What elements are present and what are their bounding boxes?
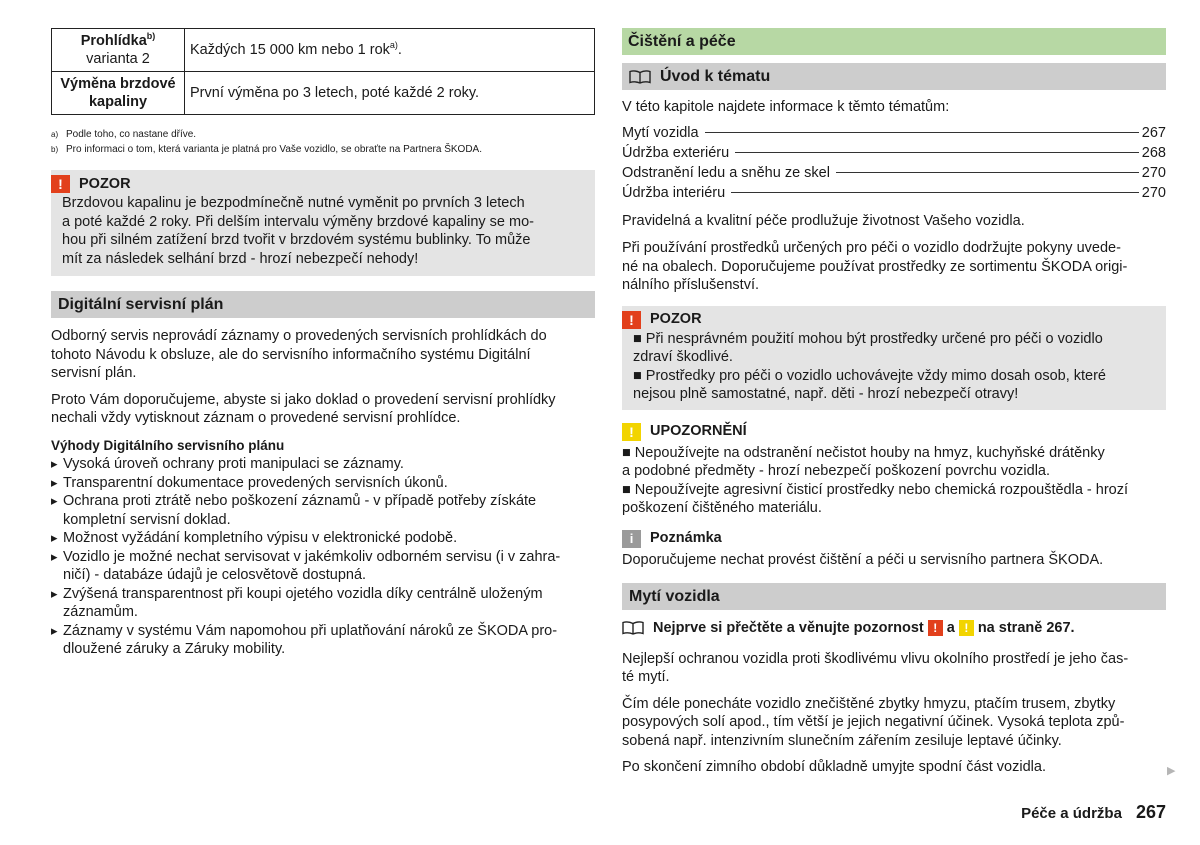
text-line: a podobné předměty - hrozí nebezpečí poškození povrchu vozidla. xyxy=(622,463,1051,479)
reference-text: Nejprve si přečtěte a věnujte pozornost xyxy=(653,620,924,636)
topic-index xyxy=(622,124,1166,204)
toc-entry[interactable] xyxy=(622,144,1166,164)
toc-leader xyxy=(735,152,1139,153)
warning-icon: ! xyxy=(51,175,70,193)
text-line: dloužené záruky a Záruky mobility. xyxy=(63,641,286,657)
table-key-line2: varianta 2 xyxy=(86,51,150,67)
toc-page: 267 xyxy=(1141,124,1166,141)
text-line: nejsou plně samostatné, např. děti - hrozí nebezpečí otravy! xyxy=(633,386,1019,402)
text-line: ▸ Ochrana proti ztrátě nebo poškození záznamů - v případě potřeby získáte xyxy=(63,493,537,509)
paragraph xyxy=(51,391,595,428)
text-line: kompletní servisní doklad. xyxy=(63,511,231,528)
list-item xyxy=(51,585,595,622)
caution-block xyxy=(622,422,1166,518)
benefits-list xyxy=(51,455,595,659)
footnotes xyxy=(51,127,595,157)
footnote-mark: b) xyxy=(51,145,59,154)
table-key: Výměna brzdové kapaliny xyxy=(60,76,176,110)
warning-text: hou při silném zatížení brzd tvořit v brzdovém systému bublinky. To může xyxy=(62,232,531,248)
caution-icon: ! xyxy=(622,423,641,441)
text-line: tohoto Návodu k obsluze, ale do servisního informačního systému Digitální xyxy=(51,346,531,363)
warning-header xyxy=(51,174,584,194)
text-line: servisní plán. xyxy=(51,365,137,381)
toc-entry[interactable] xyxy=(622,124,1166,144)
page-number: 267 xyxy=(1135,802,1166,822)
list-item xyxy=(51,548,595,585)
table-key: Prohlídka xyxy=(80,33,147,49)
text-line: ■ Při nesprávném použití mohou být prostředky určené pro péči o vozidlo xyxy=(633,330,1103,347)
text-line: nálního příslušenství. xyxy=(622,277,760,293)
toc-page: 270 xyxy=(1141,164,1166,181)
text-line: Odborný servis neprovádí záznamy o provedených servisních prohlídkách do xyxy=(51,328,547,344)
intro-text: V této kapitole najdete informace k těmto tématům: xyxy=(622,99,950,115)
table-value: Každých 15 000 km nebo 1 rok xyxy=(190,41,390,58)
warning-text: a poté každé 2 roky. Při delším intervalu výměny brzdové kapaliny se mo- xyxy=(62,213,534,230)
text-line: Proto Vám doporučujeme, abyste si jako doklad o provedení servisní prohlídky xyxy=(51,391,556,408)
table-key-cell xyxy=(52,72,185,115)
section-title: Úvod k tématu xyxy=(660,68,771,85)
toc-entry[interactable] xyxy=(622,184,1166,204)
right-column xyxy=(622,28,1166,777)
text-line: ničí) - databáze údajů je celosvětově dostupná. xyxy=(63,567,367,583)
table-value-cell xyxy=(185,29,595,72)
text-line: nechali vždy vytisknout záznam o provedené servisní prohlídce. xyxy=(51,410,461,426)
text-line: zdraví škodlivé. xyxy=(633,349,733,365)
list-item xyxy=(51,529,595,548)
caution-icon[interactable]: ! xyxy=(959,620,974,636)
text-line: záznamům. xyxy=(63,604,138,620)
toc-leader xyxy=(705,132,1139,133)
warning-box xyxy=(51,170,595,276)
list-item xyxy=(51,474,595,493)
book-icon xyxy=(629,70,651,84)
warning-title: POZOR xyxy=(650,311,702,328)
caution-header xyxy=(622,422,1166,442)
paragraph xyxy=(622,695,1166,751)
footnote-ref: a) xyxy=(389,39,398,50)
text-line: ▸ Možnost vyžádání kompletního výpisu v elektronické podobě. xyxy=(63,530,458,546)
warning-box xyxy=(622,306,1166,410)
warning-icon[interactable]: ! xyxy=(928,620,943,636)
subheading: Výhody Digitálního servisního plánu xyxy=(51,437,285,453)
text-line: poškození čištěného materiálu. xyxy=(622,500,822,516)
chapter-heading: Čištění a péče xyxy=(622,28,1166,55)
table-value: První výměna po 3 letech, poté každé 2 roky. xyxy=(190,84,480,101)
table-value-cell xyxy=(185,72,595,115)
page-link[interactable]: na straně 267. xyxy=(977,620,1075,636)
list-item xyxy=(51,622,595,659)
section-heading: Mytí vozidla xyxy=(622,583,1166,610)
list-item xyxy=(51,492,595,529)
note-text: Doporučujeme nechat provést čištění a péči u servisního partnera ŠKODA. xyxy=(622,551,1104,568)
warning-title: POZOR xyxy=(79,175,131,192)
book-icon xyxy=(622,621,644,635)
toc-label: Údržba interiéru xyxy=(622,184,726,201)
text-line: ▸ Záznamy v systému Vám napomohou při uplatňování nároků ze ŠKODA pro- xyxy=(63,622,558,639)
toc-page: 268 xyxy=(1141,144,1166,161)
text-line: Při používání prostředků určených pro péči o vozidlo dodržujte pokyny uvede- xyxy=(622,240,1121,256)
section-heading: Digitální servisní plán xyxy=(51,291,595,318)
table-value-tail: . xyxy=(397,41,402,58)
text-line: ▸ Vozidlo je možné nechat servisovat v jakémkoliv odborném servisu (i v zahra- xyxy=(63,548,561,565)
toc-entry[interactable] xyxy=(622,164,1166,184)
table-row xyxy=(52,72,595,115)
note-title: Poznámka xyxy=(650,530,722,547)
warning-icon: ! xyxy=(622,311,641,329)
toc-label: Mytí vozidla xyxy=(622,124,699,141)
footnote-ref: b) xyxy=(146,31,156,42)
text-line: té mytí. xyxy=(622,669,670,685)
text-line: ▸ Transparentní dokumentace provedených servisních úkonů. xyxy=(63,474,448,491)
paragraph xyxy=(51,327,595,383)
toc-leader xyxy=(836,172,1139,173)
table-key-cell xyxy=(52,29,185,72)
note-block xyxy=(622,529,1166,570)
text-line: né na obalech. Doporučujeme používat prostředky ze sortimentu ŠKODA origi- xyxy=(622,258,1128,275)
cross-reference xyxy=(622,619,1166,638)
caution-title: UPOZORNĚNÍ xyxy=(650,423,747,440)
toc-page: 270 xyxy=(1141,184,1166,201)
toc-label: Odstranění ledu a sněhu ze skel xyxy=(622,164,830,181)
text-line: sobená např. intenzivním slunečním zářením zesiluje leptavé účinky. xyxy=(622,732,1062,749)
page-footer xyxy=(1021,803,1166,824)
footer-label: Péče a údržba xyxy=(1021,805,1122,822)
service-interval-table xyxy=(51,28,595,115)
footnote xyxy=(51,127,595,142)
toc-label: Údržba exteriéru xyxy=(622,144,730,161)
toc-leader xyxy=(731,192,1139,193)
warning-text: Brzdovou kapalinu je bezpodmínečně nutné vyměnit po prvních 3 letech xyxy=(62,195,525,211)
footnote xyxy=(51,142,595,157)
continue-arrow-icon: ▶ xyxy=(1167,765,1176,777)
text-line: ▸ Zvýšená transparentnost při koupi ojetého vozidla díky centrálně uloženým xyxy=(63,585,543,602)
list-item xyxy=(51,455,595,474)
reference-text: a xyxy=(946,620,955,636)
text-line: Nejlepší ochranou vozidla proti škodlivému vlivu okolního prostředí je jeho čas- xyxy=(622,650,1129,667)
left-column xyxy=(51,28,595,659)
text-line: ■ Nepoužívejte na odstranění nečistot houby na hmyz, kuchyňské drátěnky xyxy=(622,444,1105,461)
warning-header xyxy=(622,310,1155,330)
text-line: ▸ Vysoká úroveň ochrany proti manipulaci se záznamy. xyxy=(63,456,404,472)
paragraph xyxy=(622,650,1166,687)
text-line: ■ Prostředky pro péči o vozidlo uchovávejte vždy mimo dosah osob, které xyxy=(633,367,1106,384)
table-row xyxy=(52,29,595,72)
warning-text: mít za následek selhání brzd - hrozí nebezpečí nehody! xyxy=(62,250,419,267)
text-line: Čím déle ponecháte vozidlo znečištěné zbytky hmyzu, ptačím trusem, zbytky xyxy=(622,695,1116,712)
text-line: ■ Nepoužívejte agresivní čisticí prostředky nebo chemická rozpouštědla - hrozí xyxy=(622,481,1129,498)
text-line: posypových solí apod., tím větší je jejich negativní účinek. Vysoká teplota způ- xyxy=(622,714,1125,730)
footnote-text: Pro informaci o tom, která varianta je platná pro Vaše vozidlo, se obraťte na Partnera ŠKODA. xyxy=(66,144,482,155)
note-header xyxy=(622,529,1166,549)
section-heading-intro xyxy=(622,63,1166,90)
footnote-mark: a) xyxy=(51,130,59,139)
paragraph: Po skončení zimního období důkladně umyjte spodní část vozidla. xyxy=(622,759,1046,775)
paragraph: Pravidelná a kvalitní péče prodlužuje životnost Vašeho vozidla. xyxy=(622,212,1025,229)
paragraph xyxy=(622,239,1166,295)
footnote-text: Podle toho, co nastane dříve. xyxy=(66,129,197,140)
info-icon: i xyxy=(622,530,641,548)
